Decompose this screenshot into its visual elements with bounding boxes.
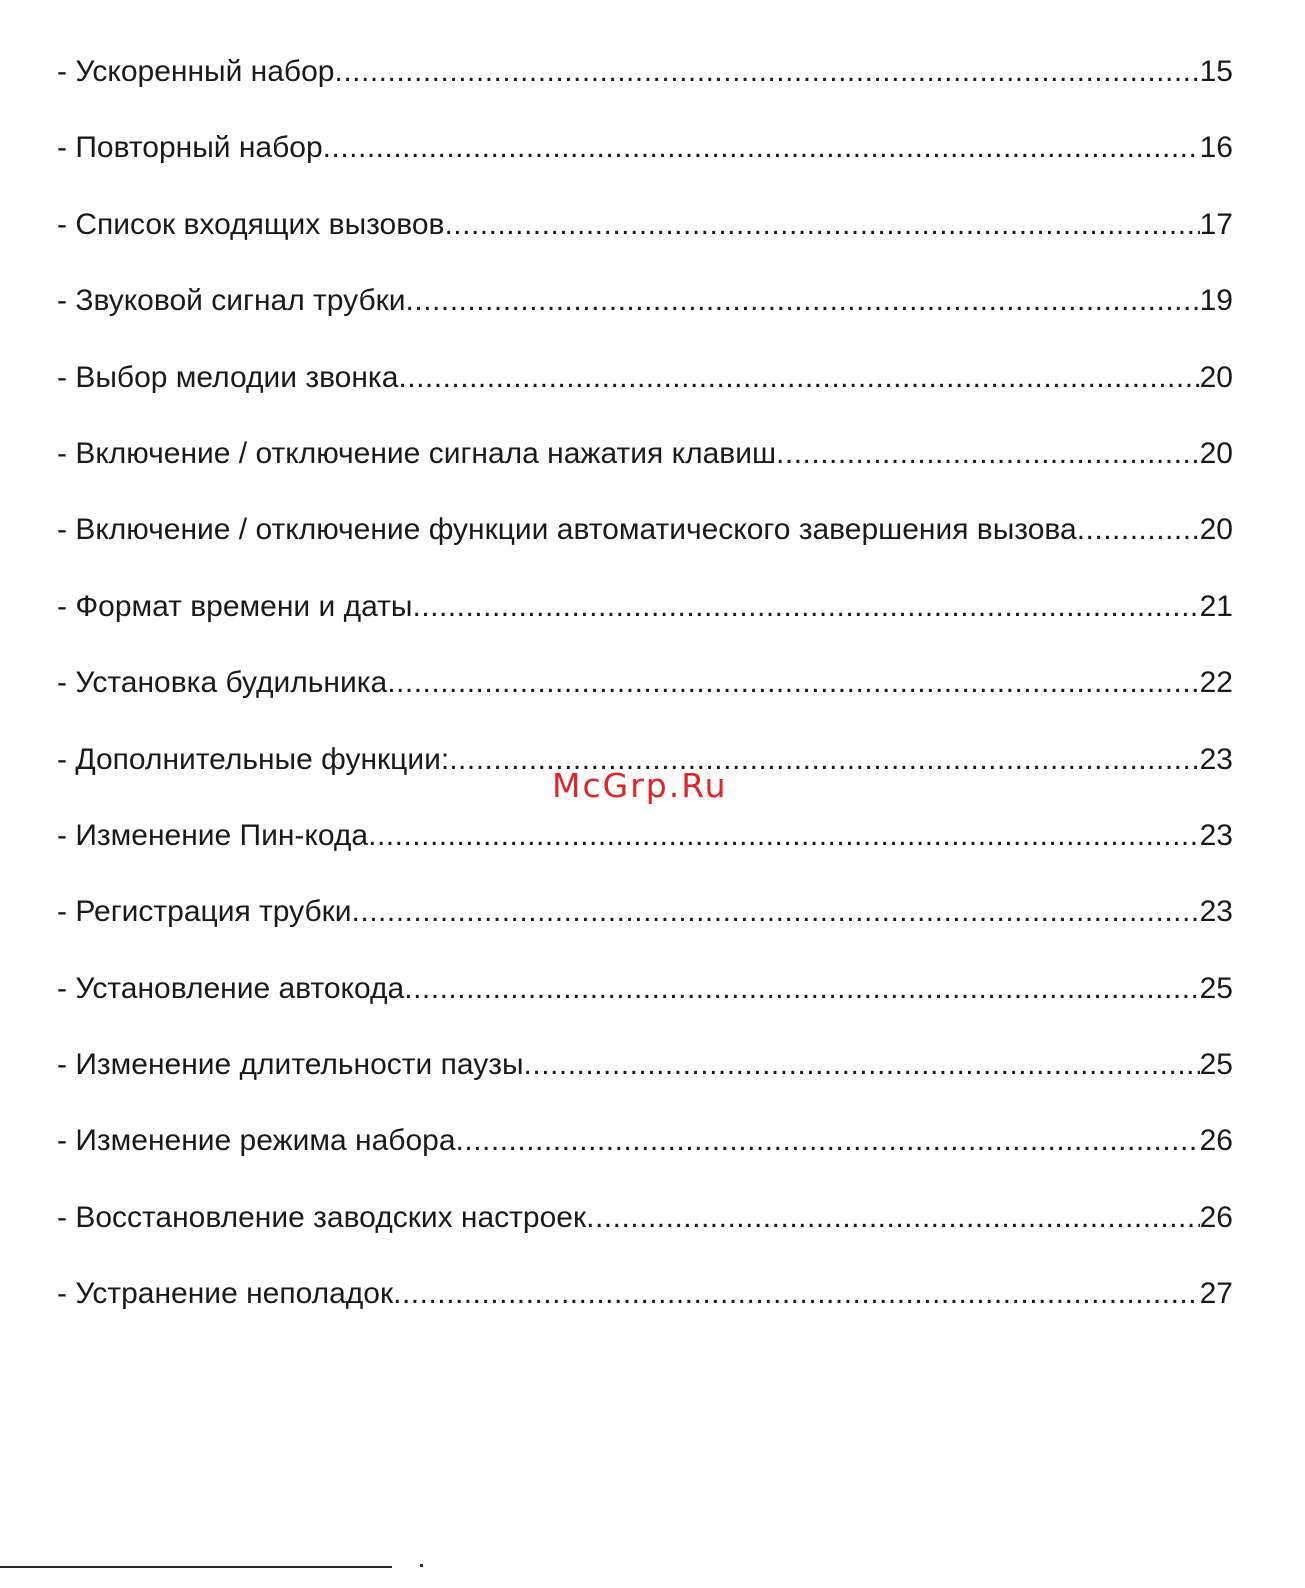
toc-entry bbox=[57, 201, 1233, 277]
toc-entry-page: 17 bbox=[1199, 207, 1233, 241]
toc-entry-label: - Изменение режима набора bbox=[57, 1124, 456, 1158]
toc-entry-page: 20 bbox=[1199, 513, 1233, 547]
toc-entry-label: - Включение / отключение функции автоматического завершения вызова bbox=[57, 513, 1077, 547]
toc-entry-label: - Дополнительные функции: bbox=[57, 742, 450, 776]
toc-entry bbox=[57, 1194, 1233, 1270]
toc-dot-leader bbox=[398, 354, 1199, 402]
toc-dot-leader bbox=[404, 965, 1199, 1013]
toc-entry-page: 26 bbox=[1199, 1200, 1233, 1234]
toc-entry bbox=[57, 277, 1233, 353]
toc-dot-leader bbox=[393, 1270, 1200, 1318]
toc-entry-page: 25 bbox=[1199, 1048, 1233, 1082]
toc-entry bbox=[57, 965, 1233, 1041]
toc-entry bbox=[57, 506, 1233, 582]
toc-entry-label: - Выбор мелодии звонка bbox=[57, 360, 399, 394]
toc-entry bbox=[57, 354, 1233, 430]
toc-entry bbox=[57, 812, 1233, 888]
toc-dot-leader bbox=[352, 888, 1200, 936]
toc-entry-label: - Установка будильника bbox=[57, 666, 388, 700]
toc-dot-leader bbox=[524, 1041, 1200, 1089]
toc-entry-label: - Устранение неполадок bbox=[57, 1277, 394, 1311]
toc-dot-leader bbox=[586, 1194, 1200, 1242]
toc-entry-page: 23 bbox=[1199, 742, 1233, 776]
watermark-text: McGrp.Ru bbox=[552, 766, 728, 805]
toc-entry-page: 20 bbox=[1199, 436, 1233, 470]
toc-entry-label: - Повторный набор bbox=[57, 131, 323, 165]
toc-entry bbox=[57, 1117, 1233, 1193]
toc-entry bbox=[57, 124, 1233, 200]
toc-entry-page: 15 bbox=[1199, 55, 1233, 88]
toc-entry-page: 21 bbox=[1199, 589, 1233, 623]
toc-dot-leader bbox=[335, 48, 1200, 96]
bottom-mark bbox=[420, 1564, 423, 1567]
toc-entry-label: - Ускоренный набор bbox=[57, 55, 335, 88]
toc-entry-page: 23 bbox=[1199, 818, 1233, 852]
toc-entry-page: 26 bbox=[1199, 1124, 1233, 1158]
toc-entry bbox=[57, 888, 1233, 964]
toc-entry-label: - Звуковой сигнал трубки bbox=[57, 284, 406, 318]
toc-dot-leader bbox=[387, 659, 1199, 707]
toc-entry-label: - Восстановление заводских настроек bbox=[57, 1200, 587, 1234]
toc-entry bbox=[57, 430, 1233, 506]
toc-dot-leader bbox=[406, 277, 1200, 325]
toc-entry bbox=[57, 659, 1233, 735]
toc-dot-leader bbox=[323, 124, 1200, 172]
toc-entry bbox=[57, 583, 1233, 659]
toc-entry-label: - Установление автокода bbox=[57, 971, 405, 1005]
toc-entry-page: 19 bbox=[1199, 284, 1233, 318]
toc-dot-leader bbox=[776, 430, 1200, 478]
toc-dot-leader bbox=[456, 1117, 1200, 1165]
toc-entry-page: 20 bbox=[1199, 360, 1233, 394]
toc-dot-leader bbox=[368, 812, 1200, 860]
table-of-contents bbox=[57, 48, 1233, 1347]
toc-entry bbox=[57, 48, 1233, 124]
toc-entry-label: - Изменение Пин-кода bbox=[57, 818, 369, 852]
toc-entry-label: - Список входящих вызовов bbox=[57, 207, 445, 241]
toc-entry-label: - Включение / отключение сигнала нажатия клавиш bbox=[57, 436, 777, 470]
toc-entry bbox=[57, 1041, 1233, 1117]
toc-entry-page: 25 bbox=[1199, 971, 1233, 1005]
toc-entry-label: - Изменение длительности паузы bbox=[57, 1048, 524, 1082]
toc-entry-page: 22 bbox=[1199, 666, 1233, 700]
toc-entry-label: - Регистрация трубки bbox=[57, 895, 352, 929]
toc-dot-leader bbox=[412, 583, 1199, 631]
toc-entry-page: 23 bbox=[1199, 895, 1233, 929]
toc-entry-page: 16 bbox=[1199, 131, 1233, 165]
toc-entry-label: - Формат времени и даты bbox=[57, 589, 413, 623]
bottom-rule bbox=[0, 1566, 392, 1568]
toc-dot-leader bbox=[444, 201, 1199, 249]
toc-entry-page: 27 bbox=[1199, 1277, 1233, 1311]
toc-dot-leader bbox=[1077, 506, 1200, 554]
toc-entry bbox=[57, 1270, 1233, 1346]
